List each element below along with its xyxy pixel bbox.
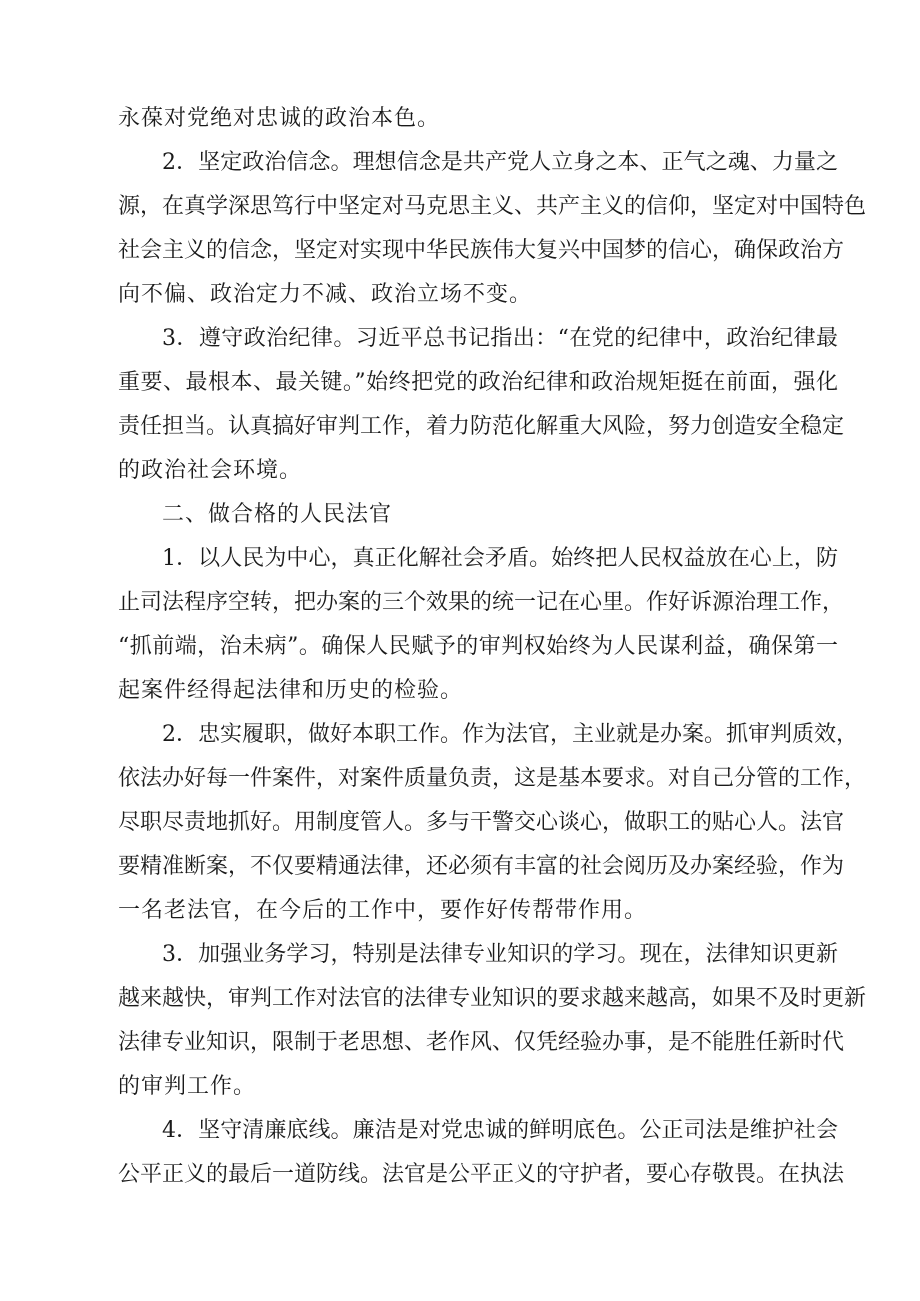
text-line: 的审判工作。 <box>118 1074 257 1099</box>
text-line: 向不偏、政治定力不减、政治立场不变。 <box>118 282 533 307</box>
text-line: 起案件经得起法律和历史的检验。 <box>118 678 464 703</box>
text-line: 要精准断案，不仅要精通法律，还必须有丰富的社会阅历及办案经验，作为 <box>118 854 845 879</box>
text-line: 社会主义的信念，坚定对实现中华民族伟大复兴中国梦的信心，确保政治方 <box>118 238 845 263</box>
text-line: 止司法程序空转，把办案的三个效果的统一记在心里。作好诉源治理工作， <box>118 590 845 615</box>
text-line: 越来越快，审判工作对法官的法律专业知识的要求越来越高，如果不及时更新 <box>118 986 867 1011</box>
paragraph-3-line: 3．加强业务学习，特别是法律专业知识的学习。现在，法律知识更新 <box>162 942 838 967</box>
text-line: 永葆对党绝对忠诚的政治本色。 <box>118 106 441 131</box>
paragraph-2-line: 2．忠实履职，做好本职工作。作为法官，主业就是办案。抓审判质效， <box>162 722 858 747</box>
text-line: 重要、最根本、最关键。”始终把党的政治纪律和政治规矩挺在前面，强化 <box>118 370 838 395</box>
text-line: 源，在真学深思笃行中坚定对马克思主义、共产主义的信仰，坚定对中国特色 <box>118 194 867 219</box>
paragraph-4-line: 4．坚守清廉底线。廉洁是对党忠诚的鲜明底色。公正司法是维护社会 <box>162 1118 838 1143</box>
text-line: 依法办好每一件案件，对案件质量负责，这是基本要求。对自己分管的工作， <box>118 766 867 791</box>
text-line: 一名老法官，在今后的工作中，要作好传帮带作用。 <box>118 898 648 923</box>
section-heading: 二、做合格的人民法官 <box>162 502 393 527</box>
paragraph-3-line: 3．遵守政治纪律。习近平总书记指出：“在党的纪律中，政治纪律最 <box>162 326 838 351</box>
paragraph-1-line: 1．以人民为中心，真正化解社会矛盾。始终把人民权益放在心上，防 <box>162 546 838 571</box>
text-line: 尽职尽责地抓好。用制度管人。多与干警交心谈心，做职工的贴心人。法官 <box>118 810 845 835</box>
text-line: “抓前端，治未病”。确保人民赋予的审判权始终为人民谋利益，确保第一 <box>118 634 838 659</box>
text-line: 责任担当。认真搞好审判工作，着力防范化解重大风险，努力创造安全稳定 <box>118 414 845 439</box>
text-line: 公平正义的最后一道防线。法官是公平正义的守护者，要心存敬畏。在执法 <box>118 1162 845 1187</box>
text-line: 的政治社会环境。 <box>118 458 303 483</box>
paragraph-2-line: 2．坚定政治信念。理想信念是共产党人立身之本、正气之魂、力量之 <box>162 150 838 175</box>
text-line: 法律专业知识，限制于老思想、老作风、仅凭经验办事，是不能胜任新时代 <box>118 1030 845 1055</box>
